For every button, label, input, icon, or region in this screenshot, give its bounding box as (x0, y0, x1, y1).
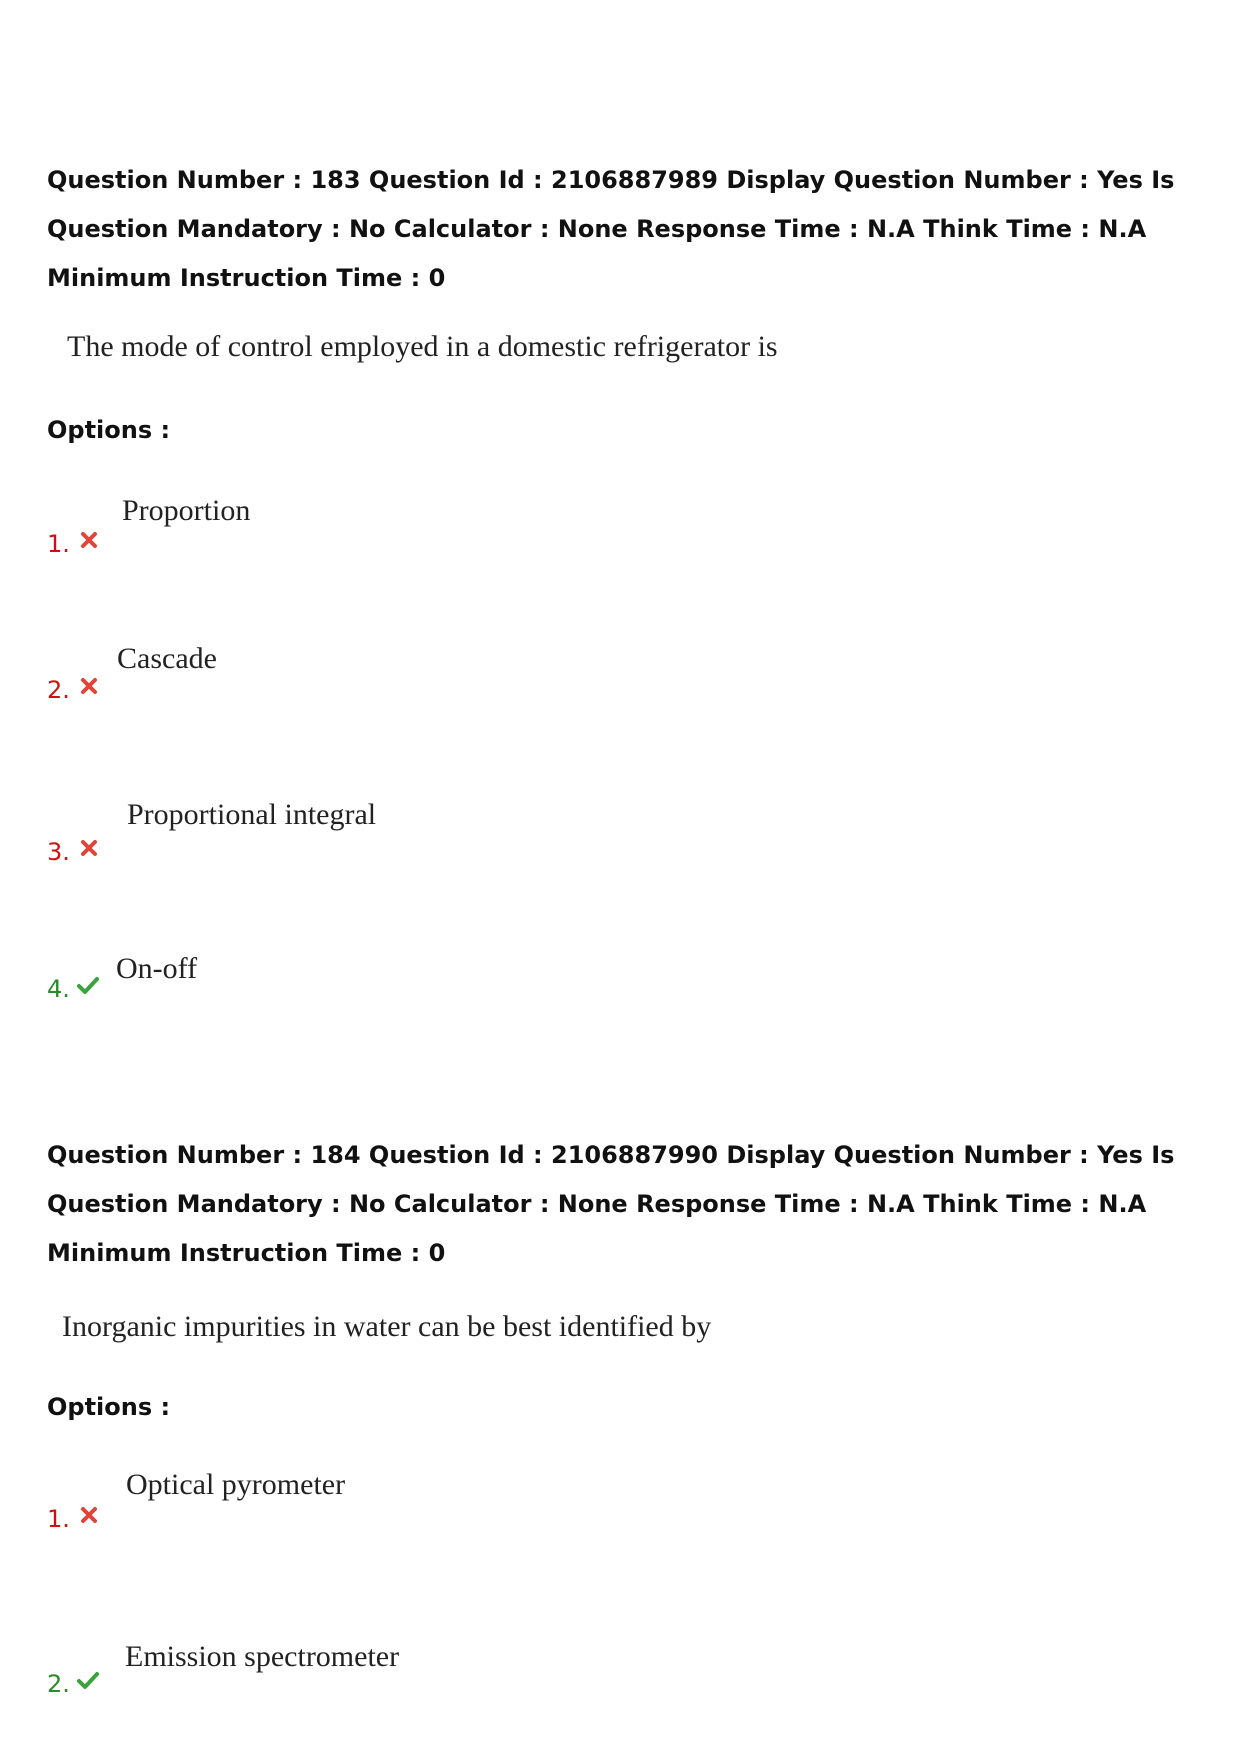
cross-icon (79, 530, 99, 550)
options-label: Options : (47, 1393, 171, 1421)
question-meta: Question Number : 183 Question Id : 2106887989 Display Question Number : Yes Is Question Mandatory : No Calculator : None Response Time : N.A Think Time : N.A Minimum Instruction Time : 0 (47, 166, 1175, 292)
cross-icon (79, 676, 99, 696)
option-number: 1. (47, 1505, 70, 1533)
options-label: Options : (47, 416, 171, 444)
check-icon (76, 1670, 100, 1690)
option-text: Proportion (122, 494, 251, 527)
cross-icon (79, 1505, 99, 1525)
question-text: The mode of control employed in a domestic refrigerator is (67, 330, 778, 363)
option-text: Cascade (117, 642, 217, 675)
option-number: 2. (47, 1670, 70, 1698)
option-number: 1. (47, 530, 70, 558)
question-meta: Question Number : 184 Question Id : 2106887990 Display Question Number : Yes Is Question Mandatory : No Calculator : None Response Time : N.A Think Time : N.A Minimum Instruction Time : 0 (47, 1141, 1175, 1267)
cross-icon (79, 838, 99, 858)
option-text: On-off (116, 952, 198, 985)
option-number: 4. (47, 975, 70, 1003)
option-text: Emission spectrometer (125, 1640, 400, 1673)
option-text: Optical pyrometer (126, 1468, 346, 1501)
option-text: Proportional integral (127, 798, 377, 831)
option-number: 2. (47, 676, 70, 704)
question-text: Inorganic impurities in water can be best identified by (62, 1310, 712, 1343)
option-number: 3. (47, 838, 70, 866)
check-icon (76, 975, 100, 995)
